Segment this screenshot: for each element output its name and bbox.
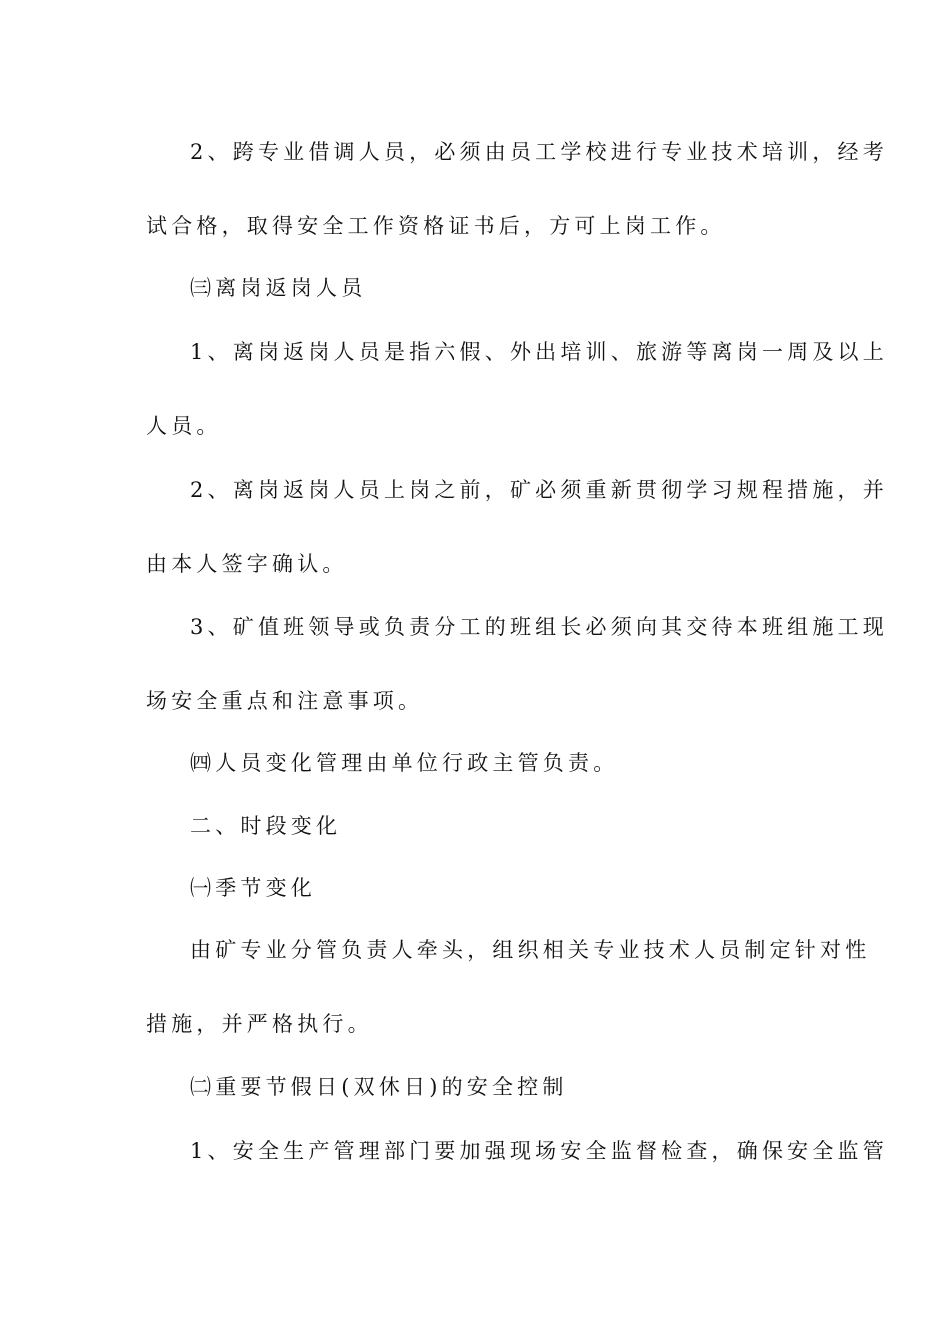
section-heading: ㈠季节变化 [190, 876, 316, 900]
paragraph-line: 由矿专业分管负责人牵头，组织相关专业技术人员制定针对性 [190, 938, 871, 962]
paragraph-line: 2、离岗返岗人员上岗之前，矿必须重新贯彻学习规程措施，并 [190, 478, 888, 502]
paragraph-line: 措施，并严格执行。 [146, 1012, 373, 1036]
paragraph-line: 由本人签字确认。 [146, 552, 348, 576]
paragraph-line: 试合格，取得安全工作资格证书后，方可上岗工作。 [146, 214, 726, 238]
section-heading: 二、时段变化 [190, 814, 342, 838]
paragraph-line: 3、矿值班领导或负责分工的班组长必须向其交待本班组施工现 [190, 615, 888, 639]
paragraph-line: 1、离岗返岗人员是指六假、外出培训、旅游等离岗一周及以上 [190, 340, 888, 364]
paragraph-line: 2、跨专业借调人员，必须由员工学校进行专业技术培训，经考 [190, 140, 888, 164]
section-heading: ㈡重要节假日(双休日)的安全控制 [190, 1075, 568, 1099]
paragraph-line: 场安全重点和注意事项。 [146, 689, 424, 713]
paragraph-line: 人员。 [146, 414, 222, 438]
section-heading: ㈢离岗返岗人员 [190, 276, 367, 300]
paragraph-line: ㈣人员变化管理由单位行政主管负责。 [190, 751, 619, 775]
paragraph-line: 1、安全生产管理部门要加强现场安全监督检查，确保安全监管 [190, 1139, 888, 1163]
